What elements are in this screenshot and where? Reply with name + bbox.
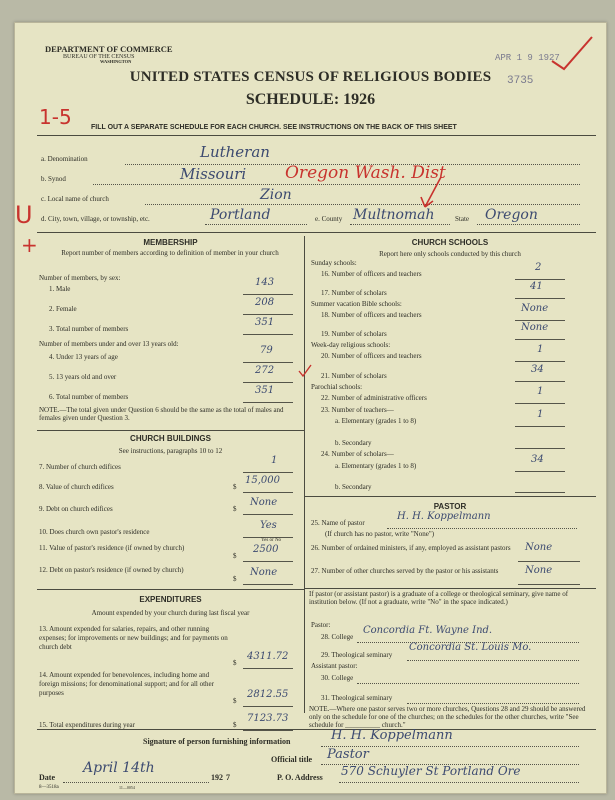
- synod-district-value[interactable]: Oregon Wash. Dist: [285, 163, 446, 183]
- q14-dollar: $: [233, 697, 237, 705]
- q12-dollar: $: [233, 575, 237, 583]
- q24b-label: b. Secondary: [335, 483, 372, 491]
- red-margin-number: 1-5: [39, 105, 72, 129]
- q22-label: 22. Number of administrative officers: [321, 394, 427, 402]
- q15-label: 15. Total expenditures during year: [39, 721, 135, 729]
- total-members-value[interactable]: 351: [255, 317, 275, 328]
- red-arrow-mark: [415, 175, 445, 213]
- dept-name: DEPARTMENT OF COMMERCE: [45, 44, 173, 54]
- pastor-sub-label: Pastor:: [311, 621, 331, 629]
- local-name-line: [145, 204, 580, 205]
- q13-dollar: $: [233, 659, 237, 667]
- q9-dollar: $: [233, 505, 237, 513]
- date-year-value: 7: [226, 773, 230, 782]
- county-label: e. County: [315, 215, 343, 223]
- q26-label: 26. Number of ordained ministers, if any, employed as assistant pastors: [311, 544, 511, 552]
- q10-value[interactable]: Yes: [260, 520, 277, 531]
- q13-label: 13. Amount expended for salaries, repairs, and other running expenses; for improvements or new buildings; and for payments on church debt: [39, 625, 228, 651]
- synod-line: [93, 184, 580, 185]
- county-value[interactable]: Multnomah: [353, 207, 435, 223]
- po-address-label: P. O. Address: [277, 773, 323, 782]
- q30-line: [357, 683, 579, 684]
- synod-value[interactable]: Missouri: [180, 165, 247, 183]
- over-13-label: 5. 13 years old and over: [49, 373, 117, 381]
- q8-value[interactable]: 15,000: [245, 475, 280, 486]
- q26-value[interactable]: None: [525, 542, 553, 553]
- female-value[interactable]: 208: [255, 297, 275, 308]
- q23a-value[interactable]: 1: [537, 409, 544, 420]
- membership-heading: MEMBERSHIP: [143, 238, 198, 247]
- synod-label: b. Synod: [41, 175, 66, 183]
- red-margin-u: U: [15, 201, 33, 229]
- pastor-heading: PASTOR: [433, 502, 467, 511]
- age-breakdown-label: Number of members under and over 13 years old:: [39, 340, 179, 348]
- form-code: 8—3518a: [39, 785, 59, 790]
- local-name-value[interactable]: Zion: [260, 187, 292, 203]
- parochial-schools-label: Parochial schools:: [311, 383, 363, 391]
- denomination-label: a. Denomination: [41, 155, 88, 163]
- hr: [304, 588, 596, 589]
- q29-line: [407, 660, 579, 661]
- q23b-label: b. Secondary: [335, 439, 372, 447]
- q10-label: 10. Does church own pastor's residence: [39, 528, 150, 536]
- schools-subtitle: Report here only schools conducted by this church: [379, 250, 521, 258]
- po-address-line: [339, 782, 579, 783]
- weekday-schools-label: Week-day religious schools:: [311, 341, 391, 349]
- county-line: [350, 224, 450, 225]
- total6-label: 6. Total number of members: [49, 393, 129, 401]
- total-members-label: 3. Total number of members: [49, 325, 129, 333]
- q9-label: 9. Debt on church edifices: [39, 505, 113, 513]
- state-label: State: [455, 215, 469, 223]
- expenditures-subtitle: Amount expended by your church during last fiscal year: [91, 609, 250, 617]
- q23b-box: [515, 438, 565, 449]
- q21-label: 21. Number of scholars: [321, 372, 387, 380]
- pastor-note: NOTE.—Where one pastor serves two or more churches, Questions 28 and 29 should be answered only on the schedule for one of the churches; on the schedules for the other churches, write "See schedule for __________ church.": [309, 705, 586, 730]
- q21-value[interactable]: 34: [531, 364, 544, 375]
- city-line: [205, 224, 307, 225]
- schedule-title: SCHEDULE: 1926: [245, 91, 376, 108]
- red-tick-mark: [297, 363, 313, 379]
- q9-value[interactable]: None: [250, 497, 278, 508]
- buildings-subtitle: See instructions, paragraphs 10 to 12: [118, 447, 223, 455]
- q11-value[interactable]: 2500: [253, 544, 279, 555]
- rule: [37, 729, 596, 730]
- city-value[interactable]: Portland: [210, 207, 271, 223]
- q15-dollar: $: [233, 721, 237, 729]
- q10-hint: Yes or No: [261, 538, 282, 543]
- q7-value[interactable]: 1: [271, 455, 278, 466]
- members-by-sex-label: Number of members, by sex:: [39, 274, 121, 282]
- q28-value[interactable]: Concordia Ft. Wayne Ind.: [363, 625, 493, 636]
- q25-line: [387, 528, 577, 529]
- q27-value[interactable]: None: [525, 565, 553, 576]
- received-date-stamp: APR 1 9 1927: [495, 53, 560, 63]
- q18-value[interactable]: None: [521, 303, 549, 314]
- sunday-schools-label: Sunday schools:: [311, 259, 357, 267]
- graduate-note: If pastor (or assistant pastor) is a graduate of a college or theological seminary, give name of institution below. (If not a graduate, write "No" in the space indicated.): [309, 590, 569, 607]
- hr: [304, 496, 596, 497]
- q7-label: 7. Number of church edifices: [39, 463, 121, 471]
- q24a-label: a. Elementary (grades 1 to 8): [335, 462, 417, 470]
- department-heading: [45, 45, 173, 65]
- expenditures-heading: EXPENDITURES: [139, 595, 202, 604]
- q19-value[interactable]: None: [521, 322, 549, 333]
- q20-value[interactable]: 1: [537, 344, 544, 355]
- q28-label: 28. College: [321, 633, 354, 641]
- q16-value[interactable]: 2: [535, 262, 542, 273]
- q23a-label: a. Elementary (grades 1 to 8): [335, 417, 417, 425]
- membership-note: NOTE.—The total given under Question 6 should be the same as the total of males and females given under Question 3.: [39, 406, 284, 423]
- q8-dollar: $: [233, 483, 237, 491]
- male-value[interactable]: 143: [255, 277, 275, 288]
- signature-label: Signature of person furnishing information: [143, 737, 291, 746]
- q11-label: 11. Value of pastor's residence (if owned by church): [39, 544, 185, 552]
- q14-value[interactable]: 2812.55: [247, 689, 289, 700]
- rule: [37, 232, 596, 233]
- q15-value[interactable]: 7123.73: [247, 713, 289, 724]
- vacation-schools-label: Summer vacation Bible schools:: [311, 300, 402, 308]
- column-divider: [304, 236, 305, 713]
- state-value[interactable]: Oregon: [485, 207, 538, 223]
- q31-line: [407, 703, 579, 704]
- hr: [37, 430, 304, 431]
- red-margin-plus: +: [21, 233, 38, 257]
- official-title-label: Official title: [271, 755, 313, 764]
- q19-label: 19. Number of scholars: [321, 330, 387, 338]
- form-title: UNITED STATES CENSUS OF RELIGIOUS BODIES: [129, 69, 492, 85]
- q25-value[interactable]: H. H. Koppelmann: [397, 511, 491, 522]
- female-label: 2. Female: [49, 305, 77, 313]
- q24-label: 24. Number of scholars—: [321, 450, 394, 458]
- q17-label: 17. Number of scholars: [321, 289, 387, 297]
- date-line: [63, 782, 209, 783]
- over-13-value[interactable]: 272: [255, 365, 275, 376]
- q27-label: 27. Number of other churches served by the pastor or his assistants: [311, 567, 499, 575]
- q24b-box: [515, 482, 565, 493]
- under-13-value[interactable]: 79: [260, 345, 273, 356]
- denomination-value[interactable]: Lutheran: [200, 143, 270, 161]
- bureau-name: BUREAU OF THE CENSUS: [63, 53, 135, 60]
- membership-subtitle: Report number of members according to definition of member in your church: [61, 249, 279, 257]
- q30-label: 30. College: [321, 674, 354, 682]
- q8-label: 8. Value of church edifices: [39, 483, 114, 491]
- state-line: [477, 224, 580, 225]
- q29-label: 29. Theological seminary: [321, 651, 393, 659]
- q24a-value[interactable]: 34: [531, 454, 544, 465]
- q11-dollar: $: [233, 552, 237, 560]
- red-check-mark: [550, 33, 595, 71]
- date-year-prefix: 192: [211, 773, 223, 782]
- city-label: d. City, town, village, or township, etc.: [41, 215, 150, 223]
- q29-value[interactable]: Concordia St. Louis Mo.: [409, 642, 532, 653]
- hr: [37, 589, 304, 590]
- q7-box: [243, 462, 293, 473]
- q16-label: 16. Number of officers and teachers: [321, 270, 422, 278]
- q20-label: 20. Number of officers and teachers: [321, 352, 422, 360]
- total6-value[interactable]: 351: [255, 385, 275, 396]
- po-address-value[interactable]: 570 Schuyler St Portland Ore: [341, 764, 521, 778]
- q14-label: 14. Amount expended for benevolences, including home and foreign missions; for denominational support; and for all other purposes: [39, 671, 214, 697]
- buildings-heading: CHURCH BUILDINGS: [130, 434, 211, 443]
- schedule-number: 3735: [507, 75, 534, 87]
- schools-heading: CHURCH SCHOOLS: [411, 238, 489, 247]
- male-label: 1. Male: [49, 285, 71, 293]
- rule: [37, 135, 596, 136]
- city-name: WASHINGTON: [100, 59, 132, 65]
- q12-label: 12. Debt on pastor's residence (if owned by church): [39, 566, 184, 574]
- official-title-value[interactable]: Pastor: [327, 747, 369, 762]
- instructions-line: FILL OUT A SEPARATE SCHEDULE FOR EACH CHURCH. SEE INSTRUCTIONS ON THE BACK OF THIS SHEET: [91, 124, 457, 131]
- q25-hint: (If church has no pastor, write "None"): [325, 530, 435, 538]
- assistant-pastor-label: Assistant pastor:: [311, 662, 358, 670]
- q13-value[interactable]: 4311.72: [247, 651, 289, 662]
- q17-value[interactable]: 41: [530, 281, 543, 292]
- census-schedule-page: [14, 22, 607, 794]
- date-month-value[interactable]: April 14th: [83, 760, 155, 776]
- date-label: Date: [39, 773, 55, 782]
- q18-label: 18. Number of officers and teachers: [321, 311, 422, 319]
- under-13-label: 4. Under 13 years of age: [49, 353, 118, 361]
- local-name-label: c. Local name of church: [41, 195, 109, 203]
- signature-value[interactable]: H. H. Koppelmann: [331, 728, 453, 743]
- print-code: 11—0054: [119, 785, 135, 790]
- q23-label: 23. Number of teachers—: [321, 406, 394, 414]
- q12-value[interactable]: None: [250, 567, 278, 578]
- q31-label: 31. Theological seminary: [321, 694, 393, 702]
- q25-label: 25. Name of pastor: [311, 519, 365, 527]
- q22-value[interactable]: 1: [537, 386, 544, 397]
